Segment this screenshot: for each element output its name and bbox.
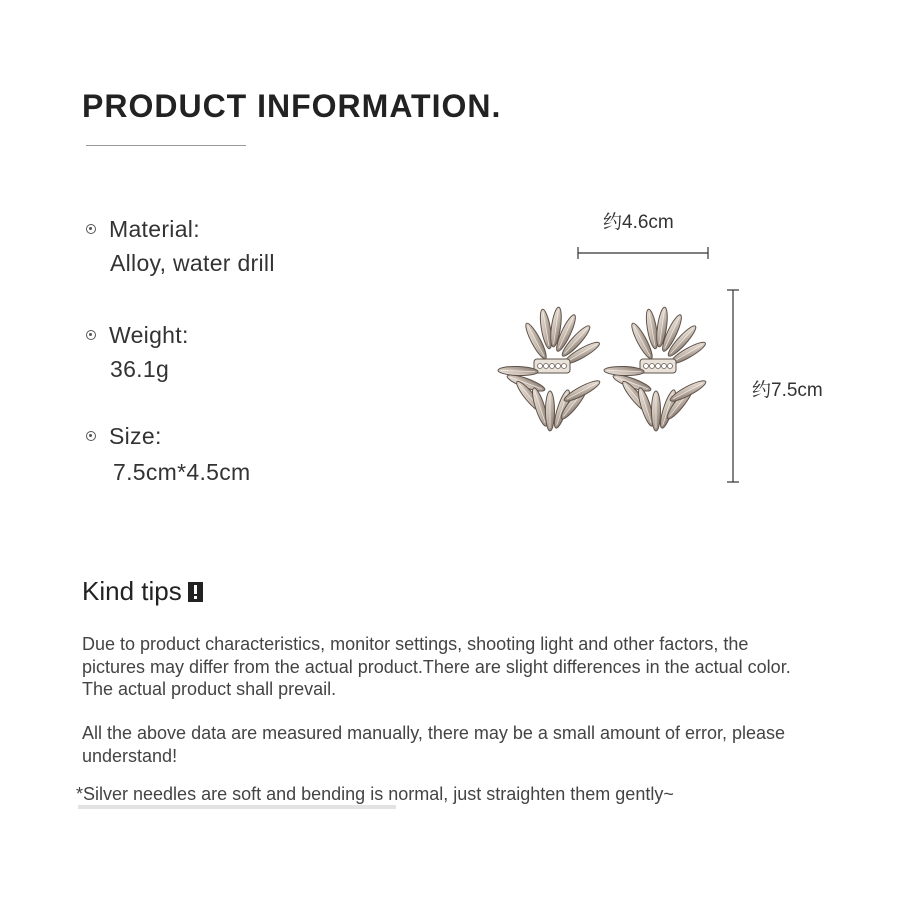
bullet-icon (86, 431, 96, 441)
spec-material-label: Material: (109, 216, 200, 242)
bullet-icon (86, 224, 96, 234)
kind-tips-label: Kind tips (82, 576, 182, 606)
exclamation-icon (188, 582, 203, 602)
note-highlight (78, 805, 396, 809)
spec-size-value: 7.5cm*4.5cm (113, 459, 251, 485)
tips-paragraph-2: All the above data are measured manually, there may be a small amount of error, please understand! (82, 723, 786, 766)
product-illustration (490, 195, 850, 495)
page-title: PRODUCT INFORMATION. (82, 88, 502, 124)
tips-paragraph-1: Due to product characteristics, monitor settings, shooting light and other factors, the pictures may differ from the actual product.There are slight differences in the actual color. The actual product shall prevail. (82, 634, 791, 699)
needle-note: *Silver needles are soft and bending is normal, just straighten them gently~ (76, 784, 674, 804)
spec-material-value: Alloy, water drill (110, 250, 275, 276)
title-divider (86, 145, 246, 146)
bullet-icon (86, 330, 96, 340)
height-dimension-label: 约7.5cm (752, 380, 823, 401)
kind-tips-heading (82, 576, 203, 607)
width-dimension-label: 约4.6cm (603, 212, 674, 233)
earring-left (498, 307, 602, 431)
spec-size-label: Size: (109, 423, 162, 449)
spec-weight-value: 36.1g (110, 356, 170, 382)
product-figure (490, 195, 850, 495)
spec-weight-label: Weight: (109, 322, 189, 348)
earring-right (604, 307, 708, 431)
